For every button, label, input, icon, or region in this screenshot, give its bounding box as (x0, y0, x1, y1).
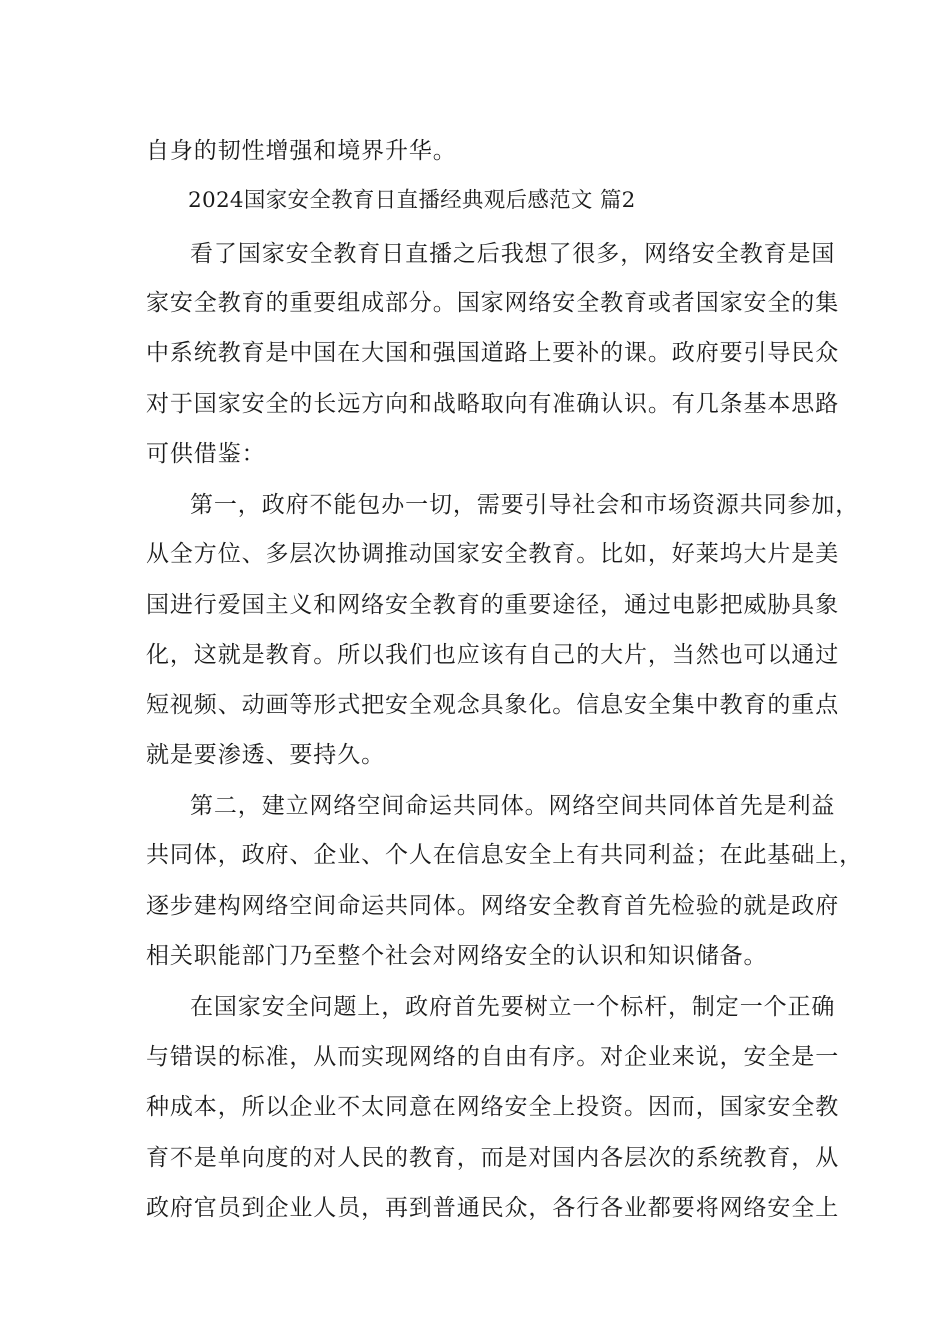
text-line: 家安全教育的重要组成部分。国家网络安全教育或者国家安全的集 (146, 290, 840, 316)
text-line: 中系统教育是中国在大国和强国道路上要补的课。政府要引导民众 (146, 340, 840, 366)
text-line: 可供借鉴： (146, 441, 266, 467)
text-line: 化，这就是教育。所以我们也应该有自己的大片，当然也可以通过 (146, 642, 840, 668)
text-line: 与错误的标准，从而实现网络的自由有序。对企业来说，安全是一 (146, 1044, 840, 1070)
text-line: 国进行爱国主义和网络安全教育的重要途径，通过电影把威胁具象 (146, 592, 840, 618)
text-line: 种成本，所以企业不太同意在网络安全上投资。因而，国家安全教 (146, 1094, 840, 1120)
paragraph-line: 第一，政府不能包办一切，需要引导社会和市场资源共同参加， (190, 492, 860, 518)
text-line: 育不是单向度的对人民的教育，而是对国内各层次的系统教育，从 (146, 1145, 840, 1171)
text-line: 共同体，政府、企业、个人在信息安全上有共同利益；在此基础上， (146, 842, 863, 868)
text-line: 对于国家安全的长远方向和战略取向有准确认识。有几条基本思路 (146, 391, 840, 417)
paragraph-line: 在国家安全问题上，政府首先要树立一个标杆，制定一个正确 (190, 994, 836, 1020)
text-line: 相关职能部门乃至整个社会对网络安全的认识和知识储备。 (146, 943, 768, 969)
paragraph-line: 第二，建立网络空间命运共同体。网络空间共同体首先是利益 (190, 793, 836, 819)
section-heading: 2024国家安全教育日直播经典观后感范文 篇2 (188, 188, 636, 213)
text-line: 逐步建构网络空间命运共同体。网络安全教育首先检验的就是政府 (146, 893, 840, 919)
text-line: 从全方位、多层次协调推动国家安全教育。比如，好莱坞大片是美 (146, 541, 840, 567)
text-line: 就是要渗透、要持久。 (146, 742, 385, 768)
text-line: 政府官员到企业人员，再到普通民众，各行各业都要将网络安全上 (146, 1195, 840, 1221)
text-line: 短视频、动画等形式把安全观念具象化。信息安全集中教育的重点 (146, 692, 840, 718)
paragraph-line: 看了国家安全教育日直播之后我想了很多，网络安全教育是国 (190, 241, 836, 267)
text-line: 自身的韧性增强和境界升华。 (146, 138, 457, 164)
